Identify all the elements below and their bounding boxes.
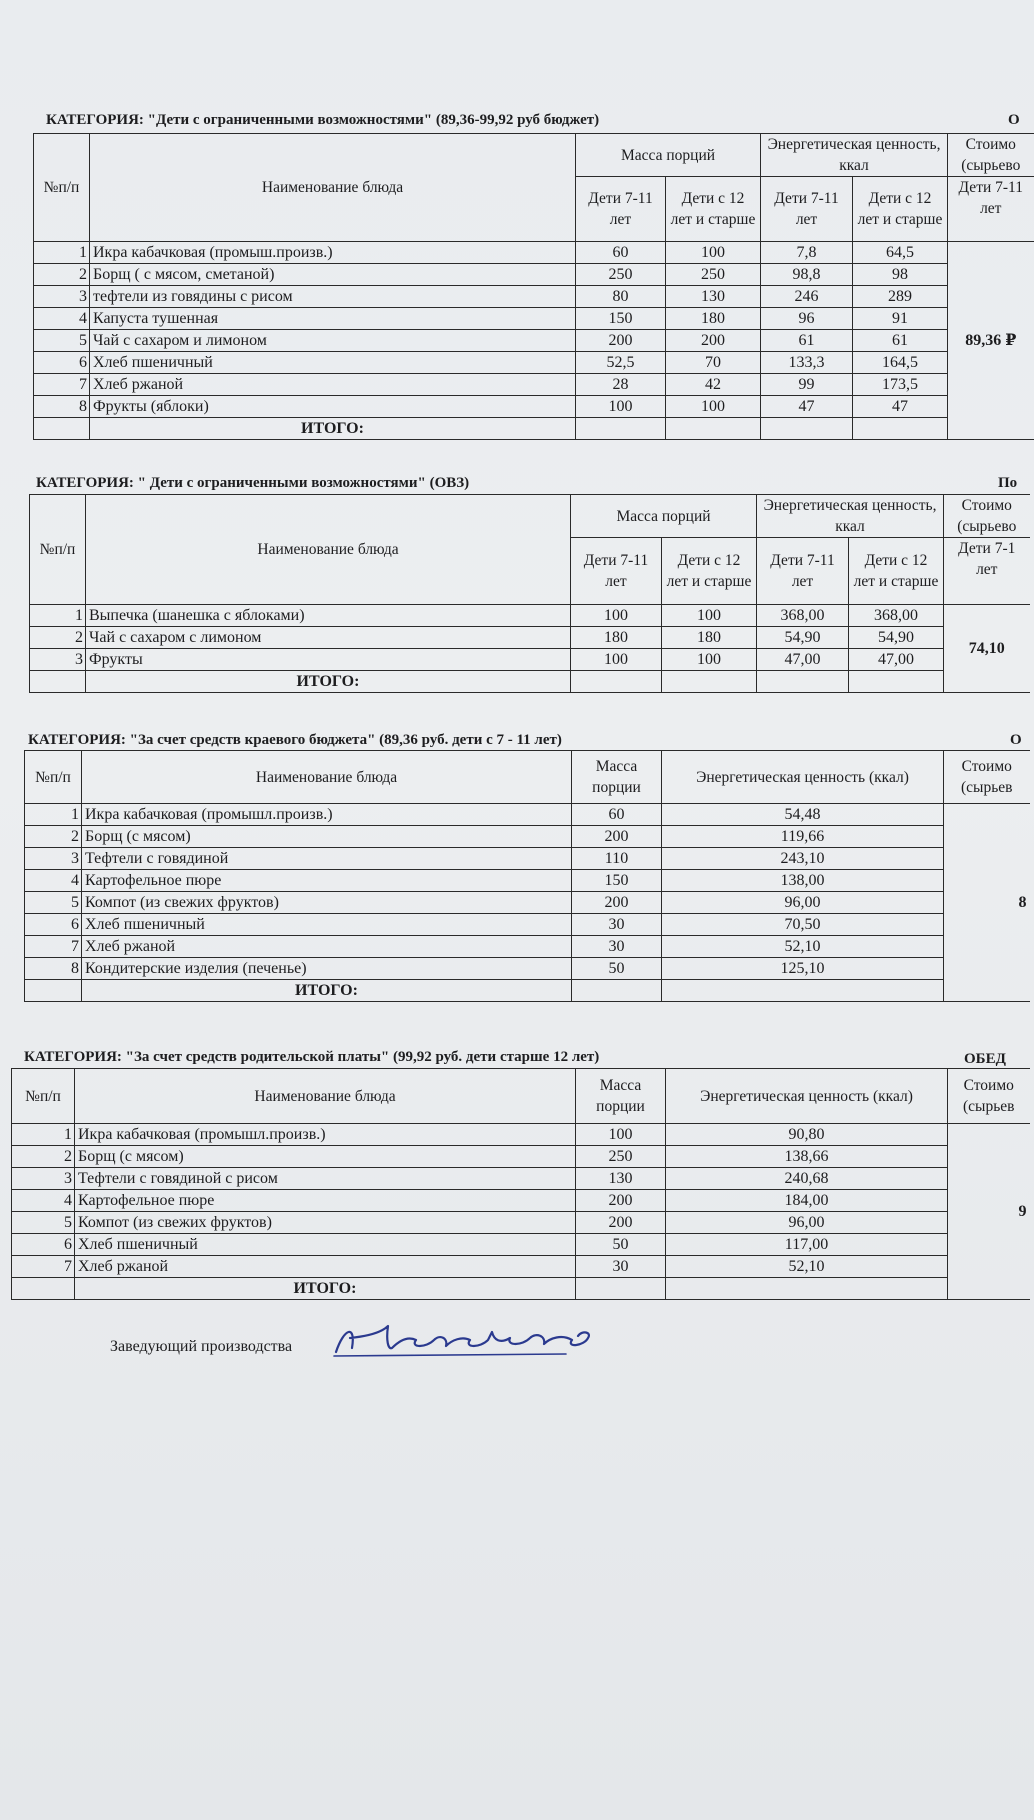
header-mass-12: Дети с 12 лет и старше [662,538,757,605]
mass-7-11: 28 [576,374,666,396]
table-row [30,605,1030,627]
menu-table-1 [33,133,1034,440]
energy-7-11: 61 [761,330,853,352]
dish-name: Хлеб пшеничный [82,914,572,936]
mass-12: 130 [666,286,761,308]
total-empty [761,418,853,440]
total-empty [12,1278,75,1300]
footer-label: Заведующий производства [110,1338,293,1355]
header-energy: Энергетическая ценность, ккал [757,495,944,538]
energy-12: 61 [853,330,948,352]
mass-7-11: 200 [576,330,666,352]
table-row [34,286,1034,308]
table-row [25,914,1030,936]
row-num: 4 [34,308,90,330]
energy-value: 119,66 [662,826,944,848]
total-empty [666,418,761,440]
energy-7-11: 47 [761,396,853,418]
dish-name: Хлеб ржаной [90,374,576,396]
header-cost-7-11: Дети 7-1 лет [944,538,1030,605]
mass-value: 30 [572,936,662,958]
energy-value: 54,48 [662,804,944,826]
total-empty [757,671,849,693]
total-empty [576,1278,666,1300]
table-row [12,1146,1030,1168]
row-num: 7 [12,1256,75,1278]
mass-value: 60 [572,804,662,826]
header-mass-7-11: Дети 7-11 лет [576,177,666,242]
table-row [25,892,1030,914]
row-num: 6 [34,352,90,374]
mass-value: 200 [576,1190,666,1212]
header-cost-7-11: Дети 7-11 лет [948,177,1034,242]
menu-table-2 [29,494,1030,693]
mass-7-11: 80 [576,286,666,308]
energy-7-11: 54,90 [757,627,849,649]
mass-12: 100 [662,649,757,671]
total-empty [34,418,90,440]
table-row [34,396,1034,418]
dish-name: Борщ (с мясом) [75,1146,576,1168]
table-row [12,1234,1030,1256]
header-dish-name: Наименование блюда [90,134,576,242]
total-label: ИТОГО: [86,671,571,693]
header-energy: Энергетическая ценность, ккал [761,134,948,177]
mass-value: 130 [576,1168,666,1190]
dish-name: Чай с сахаром с лимоном [86,627,571,649]
table-row [12,1190,1030,1212]
table-row [34,352,1034,374]
total-label: ИТОГО: [75,1278,576,1300]
energy-12: 54,90 [849,627,944,649]
dish-name: Икра кабачковая (промышл.произв.) [75,1124,576,1146]
table-row [25,936,1030,958]
header-cost: Стоимо (сырьев [944,751,1030,804]
header-mass: Масса порции [576,1069,666,1124]
energy-12: 98 [853,264,948,286]
header-cost: Стоимо (сырьево [948,134,1034,177]
total-empty [662,671,757,693]
mass-7-11: 100 [571,605,662,627]
table-row [25,870,1030,892]
mass-7-11: 180 [571,627,662,649]
energy-7-11: 98,8 [761,264,853,286]
table-row [30,627,1030,649]
row-num: 1 [12,1124,75,1146]
dish-name: Хлеб ржаной [75,1256,576,1278]
total-empty [666,1278,948,1300]
row-num: 5 [25,892,82,914]
cost-value: 74,10 [944,605,1030,693]
row-num: 2 [25,826,82,848]
mass-12: 100 [666,242,761,264]
energy-value: 96,00 [666,1212,948,1234]
energy-value: 243,10 [662,848,944,870]
table-row [25,804,1030,826]
header-mass: Масса порций [571,495,757,538]
cost-value: 8 [944,804,1030,1002]
dish-name: тефтели из говядины с рисом [90,286,576,308]
energy-7-11: 99 [761,374,853,396]
dish-name: Выпечка (шанешка с яблоками) [86,605,571,627]
category-right-label-2: По [998,475,1018,491]
total-empty [25,980,82,1002]
mass-value: 200 [572,826,662,848]
mass-value: 50 [572,958,662,980]
signature-image [330,1318,600,1362]
energy-value: 125,10 [662,958,944,980]
header-mass-7-11: Дети 7-11 лет [571,538,662,605]
mass-12: 70 [666,352,761,374]
total-row [30,671,1030,693]
mass-value: 110 [572,848,662,870]
table-row [34,308,1034,330]
header-cost: Стоимо (сырьев [948,1069,1030,1124]
row-num: 2 [12,1146,75,1168]
table-row [12,1124,1030,1146]
mass-12: 250 [666,264,761,286]
header-energy-7-11: Дети 7-11 лет [757,538,849,605]
energy-value: 138,66 [666,1146,948,1168]
row-num: 5 [34,330,90,352]
dish-name: Капуста тушенная [90,308,576,330]
header-dish-name: Наименование блюда [82,751,572,804]
dish-name: Тефтели с говядиной [82,848,572,870]
category-title-2: КАТЕГОРИЯ: " Дети с ограниченными возможностями" (ОВЗ) [36,475,470,491]
row-num: 3 [12,1168,75,1190]
row-num: 1 [34,242,90,264]
mass-7-11: 150 [576,308,666,330]
row-num: 3 [34,286,90,308]
header-energy-7-11: Дети 7-11 лет [761,177,853,242]
dish-name: Картофельное пюре [82,870,572,892]
dish-name: Фрукты (яблоки) [90,396,576,418]
mass-7-11: 100 [576,396,666,418]
mass-12: 100 [662,605,757,627]
dish-name: Фрукты [86,649,571,671]
dish-name: Компот (из свежих фруктов) [82,892,572,914]
total-empty [572,980,662,1002]
row-num: 8 [34,396,90,418]
table-row [12,1212,1030,1234]
header-num: №п/п [34,134,90,242]
row-num: 1 [25,804,82,826]
energy-7-11: 47,00 [757,649,849,671]
table-row [12,1168,1030,1190]
energy-7-11: 368,00 [757,605,849,627]
energy-12: 164,5 [853,352,948,374]
total-row [25,980,1030,1002]
row-num: 4 [25,870,82,892]
table-row [34,330,1034,352]
mass-7-11: 250 [576,264,666,286]
energy-12: 368,00 [849,605,944,627]
menu-table-4 [11,1068,1030,1300]
table-row [25,826,1030,848]
dish-name: Борщ ( с мясом, сметаной) [90,264,576,286]
category-right-label-3: О [1010,732,1022,748]
mass-value: 50 [576,1234,666,1256]
total-label: ИТОГО: [82,980,572,1002]
mass-value: 250 [576,1146,666,1168]
dish-name: Икра кабачковая (промыш.произв.) [90,242,576,264]
row-num: 7 [34,374,90,396]
energy-12: 91 [853,308,948,330]
energy-12: 47 [853,396,948,418]
dish-name: Хлеб ржаной [82,936,572,958]
dish-name: Хлеб пшеничный [75,1234,576,1256]
table-row [25,848,1030,870]
energy-7-11: 246 [761,286,853,308]
total-empty [30,671,86,693]
dish-name: Тефтели с говядиной с рисом [75,1168,576,1190]
energy-value: 52,10 [666,1256,948,1278]
dish-name: Икра кабачковая (промышл.произв.) [82,804,572,826]
header-mass: Масса порций [576,134,761,177]
category-right-label-1: О [1008,112,1020,128]
mass-value: 100 [576,1124,666,1146]
total-empty [571,671,662,693]
header-dish-name: Наименование блюда [75,1069,576,1124]
table-row [30,649,1030,671]
category-title-3: КАТЕГОРИЯ: "За счет средств краевого бюджета" (89,36 руб. дети с 7 - 11 лет) [28,732,562,748]
energy-value: 90,80 [666,1124,948,1146]
header-energy: Энергетическая ценность (ккал) [666,1069,948,1124]
total-empty [849,671,944,693]
header-energy: Энергетическая ценность (ккал) [662,751,944,804]
dish-name: Кондитерские изделия (печенье) [82,958,572,980]
table-row [34,242,1034,264]
energy-value: 240,68 [666,1168,948,1190]
menu-table-3 [24,750,1030,1002]
energy-value: 138,00 [662,870,944,892]
cost-value: 9 [948,1124,1030,1300]
row-num: 4 [12,1190,75,1212]
row-num: 6 [25,914,82,936]
header-num: №п/п [25,751,82,804]
dish-name: Картофельное пюре [75,1190,576,1212]
header-num: №п/п [30,495,86,605]
total-row [12,1278,1030,1300]
row-num: 3 [25,848,82,870]
total-label: ИТОГО: [90,418,576,440]
mass-12: 42 [666,374,761,396]
row-num: 8 [25,958,82,980]
row-num: 2 [34,264,90,286]
header-num: №п/п [12,1069,75,1124]
mass-12: 200 [666,330,761,352]
energy-value: 184,00 [666,1190,948,1212]
energy-value: 117,00 [666,1234,948,1256]
mass-12: 100 [666,396,761,418]
category-title-4: КАТЕГОРИЯ: "За счет средств родительской платы" (99,92 руб. дети старше 12 лет) [24,1049,600,1065]
mass-value: 30 [576,1256,666,1278]
energy-7-11: 7,8 [761,242,853,264]
total-empty [576,418,666,440]
table-row [34,374,1034,396]
table-row [12,1256,1030,1278]
energy-12: 289 [853,286,948,308]
category-title-1: КАТЕГОРИЯ: "Дети с ограниченными возможностями" (89,36-99,92 руб бюджет) [46,112,600,128]
mass-7-11: 100 [571,649,662,671]
row-num: 5 [12,1212,75,1234]
mass-7-11: 52,5 [576,352,666,374]
mass-value: 30 [572,914,662,936]
category-right-label-4: ОБЕД [964,1051,1006,1067]
dish-name: Компот (из свежих фруктов) [75,1212,576,1234]
header-cost: Стоимо (сырьево [944,495,1030,538]
table-row [25,958,1030,980]
total-row [34,418,1034,440]
row-num: 3 [30,649,86,671]
dish-name: Борщ (с мясом) [82,826,572,848]
mass-12: 180 [666,308,761,330]
energy-12: 173,5 [853,374,948,396]
header-mass-12: Дети с 12 лет и старше [666,177,761,242]
energy-value: 70,50 [662,914,944,936]
energy-7-11: 96 [761,308,853,330]
energy-value: 52,10 [662,936,944,958]
row-num: 2 [30,627,86,649]
mass-value: 200 [576,1212,666,1234]
header-dish-name: Наименование блюда [86,495,571,605]
row-num: 6 [12,1234,75,1256]
row-num: 7 [25,936,82,958]
dish-name: Хлеб пшеничный [90,352,576,374]
mass-value: 150 [572,870,662,892]
mass-value: 200 [572,892,662,914]
dish-name: Чай с сахаром и лимоном [90,330,576,352]
row-num: 1 [30,605,86,627]
energy-value: 96,00 [662,892,944,914]
header-energy-12: Дети с 12 лет и старше [849,538,944,605]
table-row [34,264,1034,286]
header-energy-12: Дети с 12 лет и старше [853,177,948,242]
total-empty [853,418,948,440]
energy-12: 64,5 [853,242,948,264]
energy-12: 47,00 [849,649,944,671]
mass-7-11: 60 [576,242,666,264]
energy-7-11: 133,3 [761,352,853,374]
total-empty [662,980,944,1002]
mass-12: 180 [662,627,757,649]
cost-value: 89,36 ₽ [948,242,1034,440]
header-mass: Масса порции [572,751,662,804]
